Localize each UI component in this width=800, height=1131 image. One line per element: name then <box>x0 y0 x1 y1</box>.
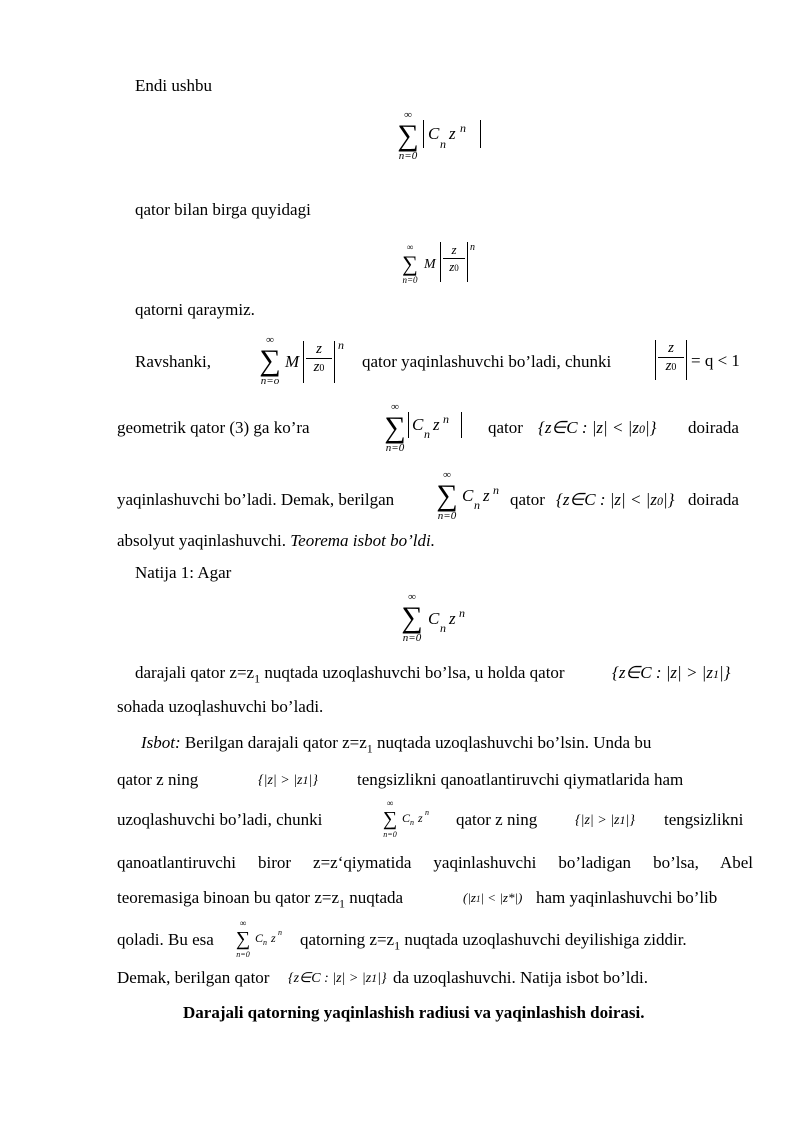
formula-set-disk: {z∈C : |z| < |z0|} <box>538 418 657 437</box>
text-line: qatorning $z=z_1$ nuqtada uzoqlashuvchi deyilishiga ziddir. <box>300 930 687 953</box>
text-line: yaqinlashuvchi bo’ladi. Demak, berilgan <box>117 490 395 509</box>
formula-set-exterior: {z∈C : |z| > |z1|} <box>612 663 731 682</box>
text-line: qator bilan birga quyidagi <box>135 200 311 219</box>
text-line: tengsizlikni qanoatlantiruvchi qiymatlarida ham <box>357 770 684 789</box>
formula-ineq: {|z| > |z1|} <box>258 773 318 788</box>
text-line: qator <box>510 490 545 509</box>
formula-sum-abs-cnzn: ∞ ∑ n=0 C n z n <box>395 110 495 162</box>
text-line: qanoatlantiruvchi biror z=z‘qiymatida yaqinlashuvchi bo’ladigan bo’lsa, Abel <box>117 853 753 872</box>
text-line: da uzoqlashuvchi. Natija isbot bo’ldi. <box>393 968 648 987</box>
formula-sum-m-ratio: ∞ ∑ n=0 M $\frac{z}{z0}$ n <box>402 242 475 285</box>
text-line: Isbot: Berilgan darajali qator $z=z_1$ nuqtada uzoqlashuvchi bo’lsin. Unda bu <box>141 733 652 756</box>
formula-sum-cnzn-inline: ∞ ∑ n=0 C n z n <box>436 469 499 522</box>
formula-sum-abs-cnzn-inline: ∞ ∑ n=0 C n z n <box>384 402 474 452</box>
text-line: geometrik qator (3) ga ko’ra <box>117 418 310 437</box>
formula-q-less-1: $\frac{z}{z0}$ = q < 1 <box>655 338 755 384</box>
formula-sum-cnzn-small: ∞ ∑ n=0 C n z n <box>382 798 429 839</box>
text-line: qatorni qaraymiz. <box>135 300 255 319</box>
formula-set-disk: {z∈C : |z| < |z0|} <box>556 490 675 509</box>
text-line: qoladi. Bu esa <box>117 930 214 949</box>
text-line: sohada uzoqlashuvchi bo’ladi. <box>117 697 324 716</box>
text-line: qator z ning <box>117 770 199 789</box>
text-line: tengsizlikni <box>664 810 744 829</box>
text-line: Endi ushbu <box>135 76 212 95</box>
text-line: doirada <box>688 490 739 509</box>
formula-sum-m-ratio-inline: ∞ ∑ n=o M $\frac{z}{z0}$ n <box>259 334 344 387</box>
text-line: darajali qator $z=z_1$ nuqtada uzoqlashuvchi bo’lsa, u holda qator <box>135 663 565 686</box>
formula-sum-cnzn-small: ∞ ∑ n=0 C n z n <box>235 918 282 959</box>
text-line: Demak, berilgan qator <box>117 968 270 987</box>
text-line: qator yaqinlashuvchi bo’ladi, chunki <box>362 352 612 371</box>
formula-ineq: {|z| > |z1|} <box>575 813 635 828</box>
formula-ineq-zstar: (|z1| < |z*|) <box>463 890 523 905</box>
text-line: absolyut yaqinlashuvchi. Teorema isbot bo’ldi. <box>117 531 435 550</box>
text-line: doirada <box>688 418 739 437</box>
text-line: teoremasiga binoan bu qator $z=z_1$ nuqtada <box>117 888 404 911</box>
text-line: Ravshanki, <box>135 352 212 371</box>
text-line: Natija 1: Agar <box>135 563 232 582</box>
text-line: qator z ning <box>456 810 538 829</box>
formula-set-exterior: {z∈C : |z| > |z1|} <box>288 971 387 986</box>
text-line: qator <box>488 418 523 437</box>
section-heading: Darajali qatorning yaqinlashish radiusi va yaqinlashish doirasi. <box>183 1003 645 1022</box>
text-line: ham yaqinlashuvchi bo’lib <box>536 888 718 907</box>
text-line: uzoqlashuvchi bo’ladi, chunki <box>117 810 323 829</box>
formula-sum-cnzn: ∞ ∑ n=0 C n z n <box>401 591 465 644</box>
